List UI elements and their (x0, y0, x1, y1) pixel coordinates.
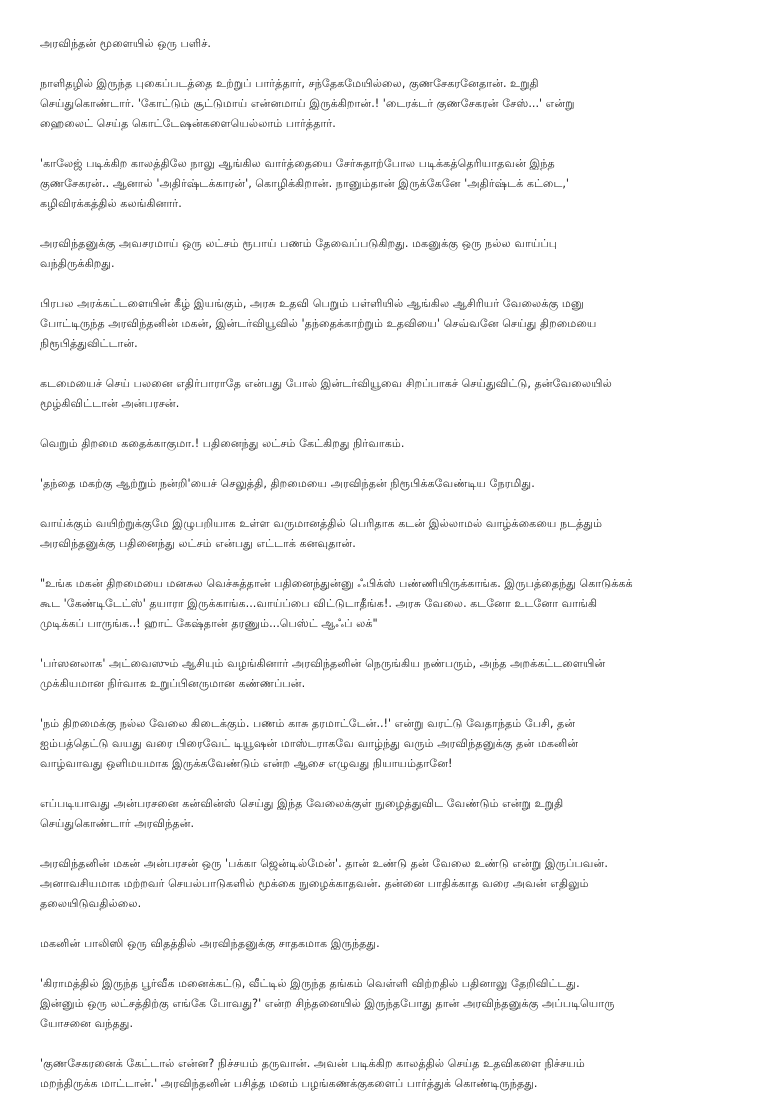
text-line: 'தந்தை மகற்கு ஆற்றும் நன்றி'யைச் செலுத்தி, திறமையை அரவிந்தன் நிரூபிக்கவேண்டிய நேரமிது. (40, 477, 535, 490)
paragraph (40, 654, 740, 694)
text-line: ஹைலைட் செய்த கொட்டேஷன்களையெல்லாம் பார்த்தார். (40, 117, 336, 130)
text-line: செய்துகொண்டார் அரவிந்தன். (40, 817, 195, 830)
paragraph (40, 234, 740, 274)
paragraph (40, 74, 740, 134)
text-line: கூட 'கேண்டிடேட்ஸ்' தயாரா இருக்காங்க...வாய்ப்பை விட்டுடாதீங்க!. அரசு வேலை. கடனோ உடனோ வாங்கி (40, 597, 598, 610)
text-line: 'காலேஜ் படிக்கிற காலத்திலே நாலு ஆங்கில வார்த்தையை சேர்சுதாற்போல படிக்கத்தெரியாதவன் இந்த (40, 157, 555, 170)
paragraph (40, 1054, 740, 1094)
story-text (40, 34, 740, 1094)
text-line: கழிவிரக்கத்தில் கலங்கினார். (40, 197, 182, 210)
text-line: கடமையைச் செய் பலனை எதிர்பாராதே என்பது போல் இன்டர்வியூவை சிறப்பாகச் செய்துவிட்டு, தன்வேலையில் (40, 377, 612, 390)
text-line: இன்னும் ஒரு லட்சத்திற்கு எங்கே போவது?' என்ற சிந்தனையில் இருந்தபோது தான் அரவிந்தனுக்கு அப்படியொரு (40, 997, 615, 1010)
text-line: பிரபல அரக்கட்டளையின் கீழ் இயங்கும், அரசு உதவி பெறும் பள்ளியில் ஆங்கில ஆசிரியர் வேலைக்கு மனு (40, 297, 584, 310)
paragraph (40, 34, 740, 54)
text-line: முக்கியமான நிர்வாக உறுப்பினருமான கண்ணப்பன். (40, 677, 306, 690)
text-line: தலையிடுவதில்லை. (40, 897, 142, 910)
paragraph (40, 854, 740, 914)
text-line: மூழ்கிவிட்டான் அன்பரசன். (40, 397, 180, 410)
text-line: முடிக்கப் பாருங்க..! ஹாட் கேஷ்தான் தரணும்...பெஸ்ட் ஆஃப் லக்" (40, 617, 378, 630)
paragraph (40, 974, 740, 1034)
paragraph (40, 374, 740, 414)
text-line: "உங்க மகன் திறமையை மனசுல வெச்சுத்தான் பதினைந்துன்னு ஃபிக்ஸ் பண்ணியிருக்காங்க. இருபத்தைந்து கொடுக்கக் (40, 577, 633, 590)
text-line: வாழ்வாவது ஒளிமயமாக இருக்கவேண்டும் என்ற ஆசை எழுவது நியாயம்தானே! (40, 757, 453, 770)
paragraph (40, 714, 740, 774)
text-line: ஐம்பத்தெட்டு வயது வரை பிரைவேட் டியூஷன் மாஸ்டராகவே வாழ்ந்து வரும் அரவிந்தனுக்கு தன் மகனின் (40, 737, 579, 750)
text-line: செய்துகொண்டார். 'கோட்டும் சூட்டுமாய் என்னமாய் இருக்கிறான்.! 'டைரக்டர் குணசேகரன் சேஸ்...' என்று (40, 97, 575, 110)
paragraph (40, 574, 740, 634)
text-line: குணசேகரன்.. ஆனால் 'அதிர்ஷ்டக்காரன்', கொழிக்கிறான். நானும்தான் இருக்கேனே 'அதிர்ஷ்டக் கட்டை,' (40, 177, 570, 190)
text-line: அனாவசியமாக மற்றவர் செயல்பாடுகளில் மூக்கை நுழைக்காதவன். தன்னை பாதிக்காத வரை அவன் எதிலும் (40, 877, 589, 890)
text-line: அரவிந்தனின் மகன் அன்பரசன் ஒரு 'பக்கா ஜென்டில்மேன்'. தான் உண்டு தன் வேலை உண்டு என்று இருப்பவன். (40, 857, 608, 870)
paragraph (40, 514, 740, 554)
text-line: யோசனை வந்தது. (40, 1017, 133, 1030)
text-line: அரவிந்தனுக்கு அவசரமாய் ஒரு லட்சம் ரூபாய் பணம் தேவைப்படுகிறது. மகனுக்கு ஒரு நல்ல வாய்ப்பு (40, 237, 558, 250)
paragraph (40, 154, 740, 214)
paragraph (40, 794, 740, 834)
text-line: 'குணசேகரனைக் கேட்டால் என்ன? நிச்சயம் தருவான். அவன் படிக்கிற காலத்தில் செய்த உதவிகளை நிச்சயம் (40, 1057, 585, 1070)
text-line: வந்திருக்கிறது. (40, 257, 115, 270)
text-line: மறந்திருக்க மாட்டான்.' அரவிந்தனின் பசித்த மனம் பழங்கணக்குகளைப் பார்த்துக் கொண்டிருந்தது. (40, 1077, 538, 1090)
text-line: எப்படியாவது அன்பரசனை கன்வின்ஸ் செய்து இந்த வேலைக்குள் நுழைத்துவிட வேண்டும் என்று உறுதி (40, 797, 564, 810)
text-line: அரவிந்தன் மூளையில் ஒரு பளிச். (40, 37, 211, 50)
text-line: அரவிந்தனுக்கு பதினைந்து லட்சம் என்பது எட்டாக் கனவுதான். (40, 537, 356, 550)
paragraph (40, 294, 740, 354)
text-line: மகனின் பாலிஸி ஒரு விதத்தில் அரவிந்தனுக்கு சாதகமாக இருந்தது. (40, 937, 380, 950)
text-line: நிரூபித்துவிட்டான். (40, 337, 138, 350)
text-line: நாளிதழில் இருந்த புகைப்படத்தை உற்றுப் பார்த்தார், சந்தேகமேயில்லை, குணசேகரனேதான். உறுதி (40, 77, 539, 90)
text-line: 'நம் திறமைக்கு நல்ல வேலை கிடைக்கும். பணம் காசு தரமாட்டேன்..!' என்று வரட்டு வேதாந்தம் பேசி, தன் (40, 717, 576, 730)
text-line: வாய்க்கும் வயிற்றுக்குமே இழுபறியாக உள்ள வருமானத்தில் பெரிதாக கடன் இல்லாமல் வாழ்க்கையை நடத்தும் (40, 517, 603, 530)
text-line: போட்டிருந்த அரவிந்தனின் மகன், இன்டர்வியூவில் 'தந்தைக்காற்றும் உதவியை' செவ்வனே செய்து திறமையை (40, 317, 597, 330)
text-line: 'கிராமத்தில் இருந்த பூர்வீக மனைக்கட்டு, வீட்டில் இருந்த தங்கம் வெள்ளி விற்றதில் பதினாலு தேறிவிட்டது. (40, 977, 580, 990)
text-line: வெறும் திறமை கதைக்காகுமா.! பதினைந்து லட்சம் கேட்கிறது நிர்வாகம். (40, 437, 405, 450)
paragraph (40, 434, 740, 454)
paragraph (40, 934, 740, 954)
text-line: 'பர்ஸனலாக' அட்வைஸும் ஆசியும் வழங்கினார் அரவிந்தனின் நெருங்கிய நண்பரும், அந்த அறக்கட்டளையின் (40, 657, 606, 670)
paragraph (40, 474, 740, 494)
